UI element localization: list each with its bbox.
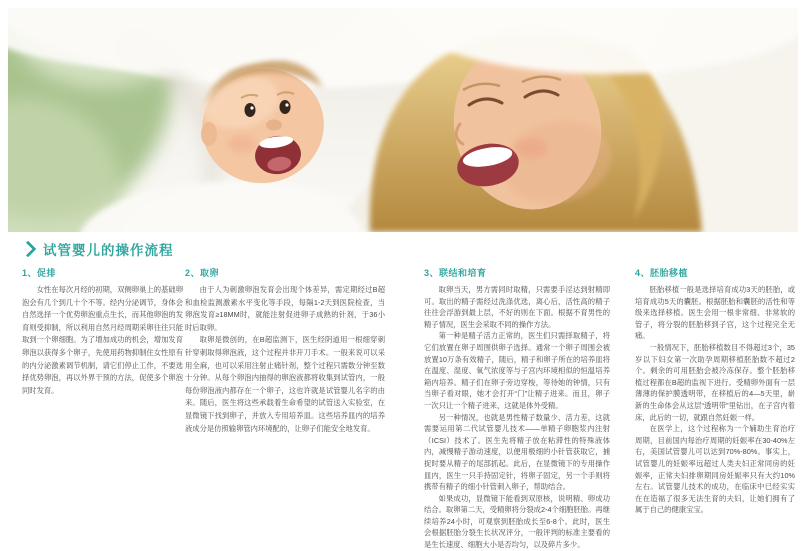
step-2-paragraph: 取卵是微创的，在B超监测下，医生经阴道用一根细穿刺针穿刺取得卵泡液，这个过程并非开刀手术。一般来说可以采用全麻，也可以采用注射止痛针剂，整个过程只需数分钟至数十分钟。从每个卵泡内抽得的卵泡液都将收集到试管内，一般每份卵泡液内都存在一个卵子，这也许就是试管婴儿名字的由来。随后，医生将这些承载着生命希望的试管送入实验室，在显微镜下找到卵子，并放入专用培养皿。这些培养皿内的培养液成分是仿照输卵管内环境配的，让卵子们能安全地发育。 [185,335,385,433]
photo-illustration [8,8,798,232]
step-3-heading: 3、联结和培育 [424,268,487,278]
step-2-heading: 2、取卵 [185,268,220,278]
baby-nose [266,120,282,131]
baby-ear [201,122,217,146]
mother-blush [515,138,547,158]
column-step-1 [22,266,183,397]
step-3-paragraph: 第一种是精子活力正常的，医生们只需择取精子，将它们放置在卵子周围供卵子选择。通常一个卵子周围会被放置10万条有效精子，随后，精子和卵子所在的培养皿将在温度、湿度、氧气浓度等与子宫内环境相似的恒温培养箱内培养。精子们在卵子旁边穿梭，等待她的钟情，只有当卵子看对眼，她才会打开“门”让精子进来。而且，卵子一次只让一个精子进来，这就是体外受精。 [424,331,610,410]
column-step-3 [424,266,610,551]
baby-eye-left [245,103,256,117]
baby-eye-right [280,100,291,114]
step-1-heading: 1、促排 [22,268,57,278]
step-4-paragraph: 胚胎移植一般是选择培育成功3天的胚胎，或培育成功5天的囊胚。根据胚胎和囊胚的活性和等级来选择移植。医生会用一根非常细、非常软的管子，将分裂的胚胎移到子宫，这个过程完全无痛。 [635,285,795,341]
step-1-paragraph: 女性在每次月经的初期，双侧卵巢上的基础卵泡会有几个到几十个不等。经内分泌调节，身体会自然选择一个优势卵泡重点生长，而其他卵泡的发育则受抑制，所以利用自然月经周期采卵往往只能取到一个卵细胞。为了增加成功的机会，增加发育卵泡以获得多个卵子，先使用药物抑制住女性原有的内分泌激素调节机制，请它们停止工作，不要选择优势卵泡，再以外界干预的方法，促使多个卵泡同时发育。 [22,285,183,395]
section-title-row [20,238,174,260]
step-4-paragraph: 在医学上，这个过程称为一个辅助生育治疗周期，目前国内每治疗周期的妊娠率在30-40%左右，美国试管婴儿可以达到70%-80%。事实上，试管婴儿的妊娠率远超过人类夫妇正常同房的妊娠率，正常夫妇排卵期同房妊娠率只有大约10%左右。试管婴儿技术的成功，在临床中已经实实在在造福了很多无法生育的夫妇，让她们拥有了属于自己的健康宝宝。 [635,424,795,515]
mother-baby-photo [8,8,798,232]
column-step-4 [635,266,795,516]
step-2-paragraph: 由于人为刺激卵泡发育会出现个体差异，需定期经过B超和血检监测激素水平变化等手段，每隔1-2天到医院检查，当卵泡发育≥18MM时，就能注射促进卵子成熟的针剂，于36小时后取卵。 [185,285,385,332]
step-3-paragraph: 如果成功，显微镜下能看到双原核，说明精、卵成功结合。取卵第二天，受精卵将分裂成2-4个细胞胚胎。再继续培养24小时，可观察到胚胎成长至6-8个。此时，医生会根据胚胎分裂生长状况评分，一般评判的标准主要看的是生长速度、细胞大小是否均匀，以及碎片多少。 [424,493,610,550]
column-step-2 [185,266,385,435]
step-3-paragraph: 取卵当天，男方需同时取精，只需要手淫达到射精即可。取出的精子需经过洗涤优选，离心后，活性高的精子往往会浮游到最上层，不好的则在下面。根据不育男性的精子情况，医生会采取不同的操作方法。 [424,285,610,329]
baby-blush [228,135,256,153]
step-3-paragraph: 另一种情况，也就是男性精子数量少、活力差，这就需要运用第二代试管婴儿技术——单精子卵胞浆内注射（ICSI）技术了。医生先将精子放在粘滞性的特殊液体内，减慢精子游动速度，以便用极细的小针管获取它，捕捉时要从精子的尾部抓起。此后，在显微镜下的专用操作皿内，医生一只手持固定针，将卵子固定，另一个手则将携带有精子的细小针管刺入卵子，帮助结合。 [424,412,610,492]
step-4-paragraph: 一般情况下，胚胎移植数目不得超过3个，35岁以下妇女第一次助孕周期移植胚胎数不超过2个。剩余的可用胚胎会被冷冻保存。整个胚胎移植过程都在B超的监视下进行。受精卵外面有一层薄薄的保护膜透明带，在移植后的4—5天里，崭新的生命体会从这层“透明带”里钻出，在子宫内着床，此后的一切，就跟自然妊娠一样。 [635,342,795,422]
chevron-right-icon [20,241,37,258]
page-title: 试管婴儿的操作流程 [43,243,174,258]
step-4-heading: 4、胚胎移植 [635,268,689,278]
